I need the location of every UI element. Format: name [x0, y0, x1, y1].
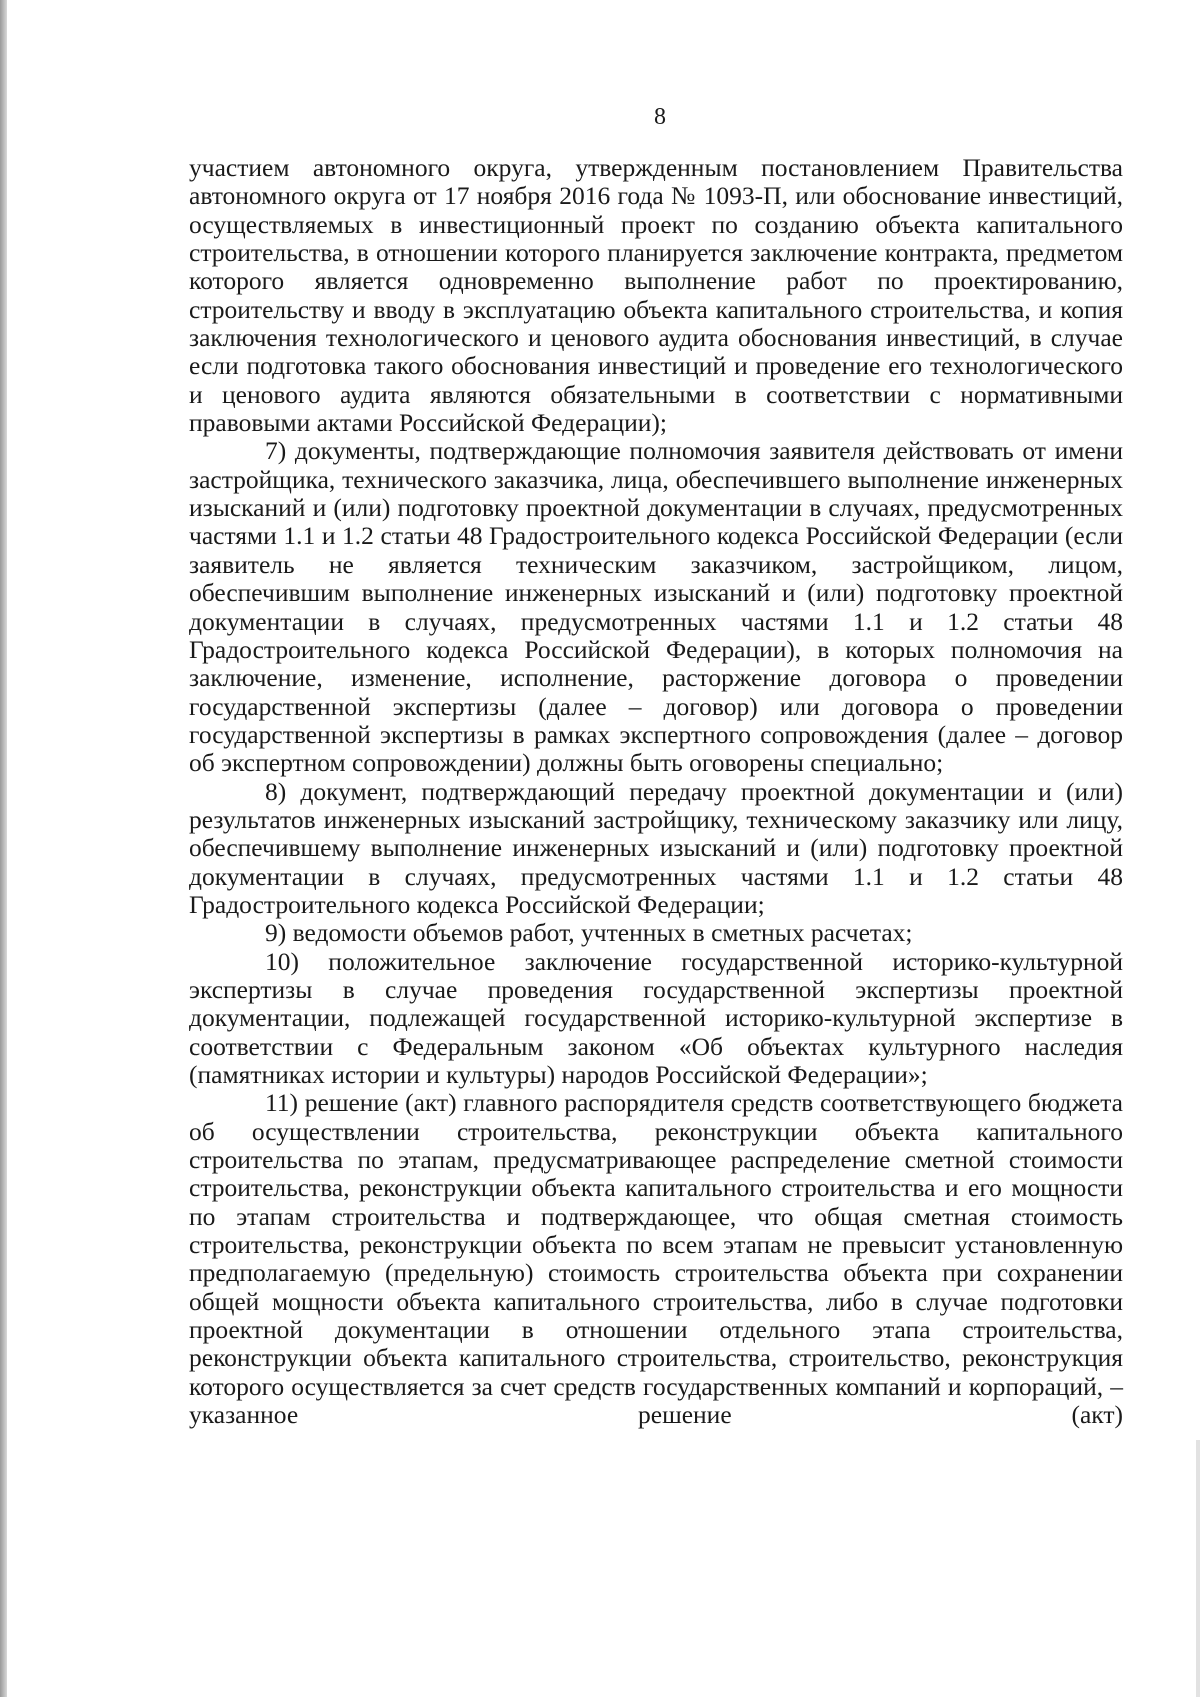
paragraph-item-7: 7) документы, подтверждающие полномочия заявителя действовать от имени застройщика, технического заказчика, лица, обеспечившего выполнение инженерных изысканий и (или) подготовку проектной документации в случаях, предусмотренных частями 1.1 и 1.2 статьи 48 Градостроительного кодекса Российской Федерации (если заявитель не является техническим заказчиком, застройщиком, лицом, обеспечившим выполнение инженерных изысканий и (или) подготовку проектной документации в случаях, предусмотренных частями 1.1 и 1.2 статьи 48 Градостроительного кодекса Российской Федерации), в которых полномочия на заключение, изменение, исполнение, расторжение договора о проведении государственной экспертизы (далее – договор) или договора о проведении государственной экспертизы в рамках экспертного сопровождения (далее – договор об экспертном сопровождении) должны быть оговорены специально; — [189, 436, 1123, 778]
document-body — [189, 154, 1123, 1429]
scan-right-edge — [1196, 1440, 1200, 1697]
scan-left-edge — [0, 0, 7, 1697]
paragraph-item-8: 8) документ, подтверждающий передачу проектной документации и (или) результатов инженерных изысканий застройщику, техническому заказчику или лицу, обеспечившему выполнение инженерных изысканий и (или) подготовку проектной документации в случаях, предусмотренных частями 1.1 и 1.2 статьи 48 Градостроительного кодекса Российской Федерации; — [189, 776, 1123, 919]
paragraph-item-11: 11) решение (акт) главного распорядителя средств соответствующего бюджета об осуществлении строительства, реконструкции объекта капитального строительства по этапам, предусматривающее распределение сметной стоимости строительства, реконструкции объекта капитального строительства и его мощности по этапам строительства и подтверждающее, что общая сметная стоимость строительства, реконструкции объекта по всем этапам не превысит установленную предполагаемую (предельную) стоимость строительства объекта при сохранении общей мощности объекта капитального строительства, либо в случае подготовки проектной документации в отношении отдельного этапа строительства, реконструкции объекта капитального строительства, строительство, реконструкция которого осуществляется за счет средств государственных компаний и корпораций, – указанное решение (акт) — [189, 1088, 1123, 1430]
page-number: 8 — [654, 104, 666, 130]
paragraph-item-9: 9) ведомости объемов работ, учтенных в сметных расчетах; — [265, 918, 913, 948]
paragraph-item-10: 10) положительное заключение государственной историко-культурной экспертизы в случае проведения государственной экспертизы проектной документации, подлежащей государственной историко-культурной экспертизе в соответствии с Федеральным законом «Об объектах культурного наследия (памятниках истории и культуры) народов Российской Федерации»; — [189, 946, 1123, 1089]
paragraph-continuation: участием автономного округа, утвержденным постановлением Правительства автономного округа от 17 ноября 2016 года № 1093-П, или обоснование инвестиций, осуществляемых в инвестиционный проект по созданию объекта капитального строительства, в отношении которого планируется заключение контракта, предметом которого является одновременно выполнение работ по проектированию, строительству и вводу в эксплуатацию объекта капитального строительства, и копия заключения технологического и ценового аудита обоснования инвестиций, в случае если подготовка такого обоснования инвестиций и проведение его технологического и ценового аудита являются обязательными в соответствии с нормативными правовыми актами Российской Федерации); — [189, 153, 1123, 438]
